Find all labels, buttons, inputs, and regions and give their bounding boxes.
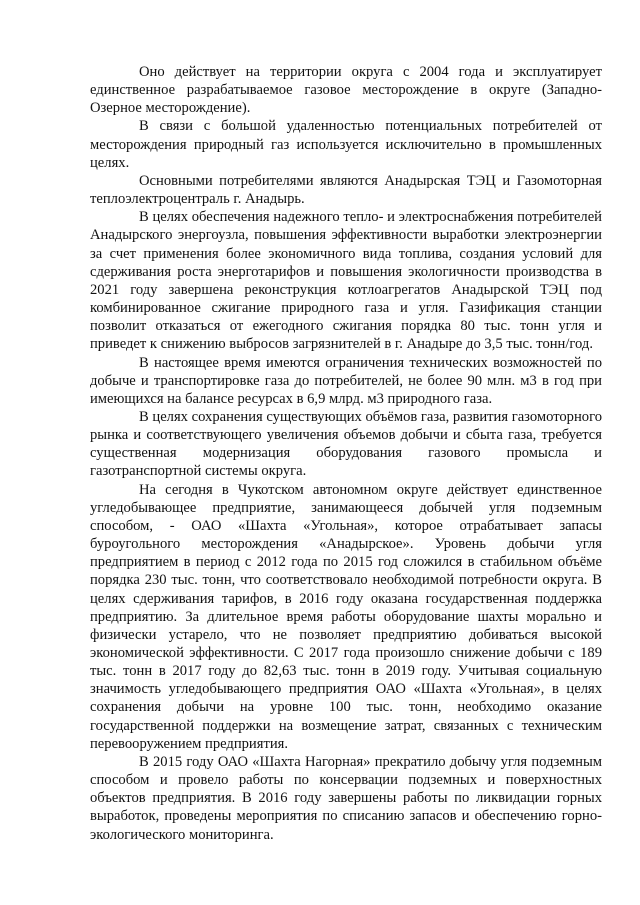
paragraph-gas-field-operator: Оно действует на территории округа с 2004 года и эксплуатирует единственное разрабатываемое газовое месторождение в округе (Западно-Озерное месторождение). (90, 64, 602, 117)
document-body (90, 63, 602, 844)
paragraph-coal-mine-ugolnaya: На сегодня в Чукотском автономном округе действует единственное угледобывающее предприятие, занимающееся добычей угля подземным способом, - ОАО «Шахта «Угольная», которое отрабатывает запасы буроугольного месторождения «Анадырское». Уровень добычи угля предприятием в период с 2012 года по 2015 год сложился в стабильном объёме порядка 230 тыс. тонн, что соответствовало необходимой потребности округа. В целях сдерживания тарифов, в 2016 году оказана государственная поддержка предприятию. За длительное время работы оборудование шахты морально и физически устарело, что не позволяет предприятию добиваться высокой экономической эффективности. С 2017 года произошло снижение добычи с 189 тыс. тонн в 2017 году до 82,63 тыс. тонн в 2019 году. Учитывая социальную значимость угледобывающего предприятия ОАО «Шахта «Угольная», в целях сохранения добычи на уровне 100 тыс. тонн, необходимо оказание государственной поддержки на возмещение затрат, связанных с техническим перевооружением предприятия. (90, 481, 602, 752)
paragraph-industrial-use: В связи с большой удаленностью потенциальных потребителей от месторождения природный газ используется исключительно в промышленных целях. (90, 118, 602, 171)
paragraph-main-consumers: Основными потребителями являются Анадырская ТЭЦ и Газомоторная теплоэлектроцентраль г. Анадырь. (90, 172, 602, 208)
paragraph-modernization: В целях сохранения существующих объёмов газа, развития газомоторного рынка и соответствующего увеличения объемов добычи и сбыта газа, требуется существенная модернизация оборудования газового промысла и газотранспортной системы округа. (90, 408, 603, 480)
paragraph-mine-nagornaya: В 2015 году ОАО «Шахта Нагорная» прекратило добычу угля подземным способом и провело работы по консервации подземных и поверхностных объектов предприятия. В 2016 году завершены работы по ликвидации горных выработок, проведены мероприятия по списанию запасов и обеспечению горно-экологического мониторинга. (90, 753, 602, 843)
paragraph-transport-limits: В настоящее время имеются ограничения технических возможностей по добыче и транспортировке газа до потребителей, не более 90 млн. м3 в год при имеющихся на балансе ресурсах в 6,9 млрд. м3 природного газа. (90, 354, 602, 407)
paragraph-chp-reconstruction: В целях обеспечения надежного тепло- и электроснабжения потребителей Анадырского энергоузла, повышения эффективности выработки электроэнергии за счет применения более экономичного вида топлива, создания условий для сдерживания роста энерготарифов и повышения экологичности производства в 2021 году завершена реконструкция котлоагрегатов Анадырской ТЭЦ под комбинированное сжигание природного газа и угля. Газификация станции позволит отказаться от ежегодного сжигания порядка 80 тыс. тонн угля и приведет к снижению выбросов загрязнителей в г. Анадыре до 3,5 тыс. тонн/год. (90, 209, 602, 353)
